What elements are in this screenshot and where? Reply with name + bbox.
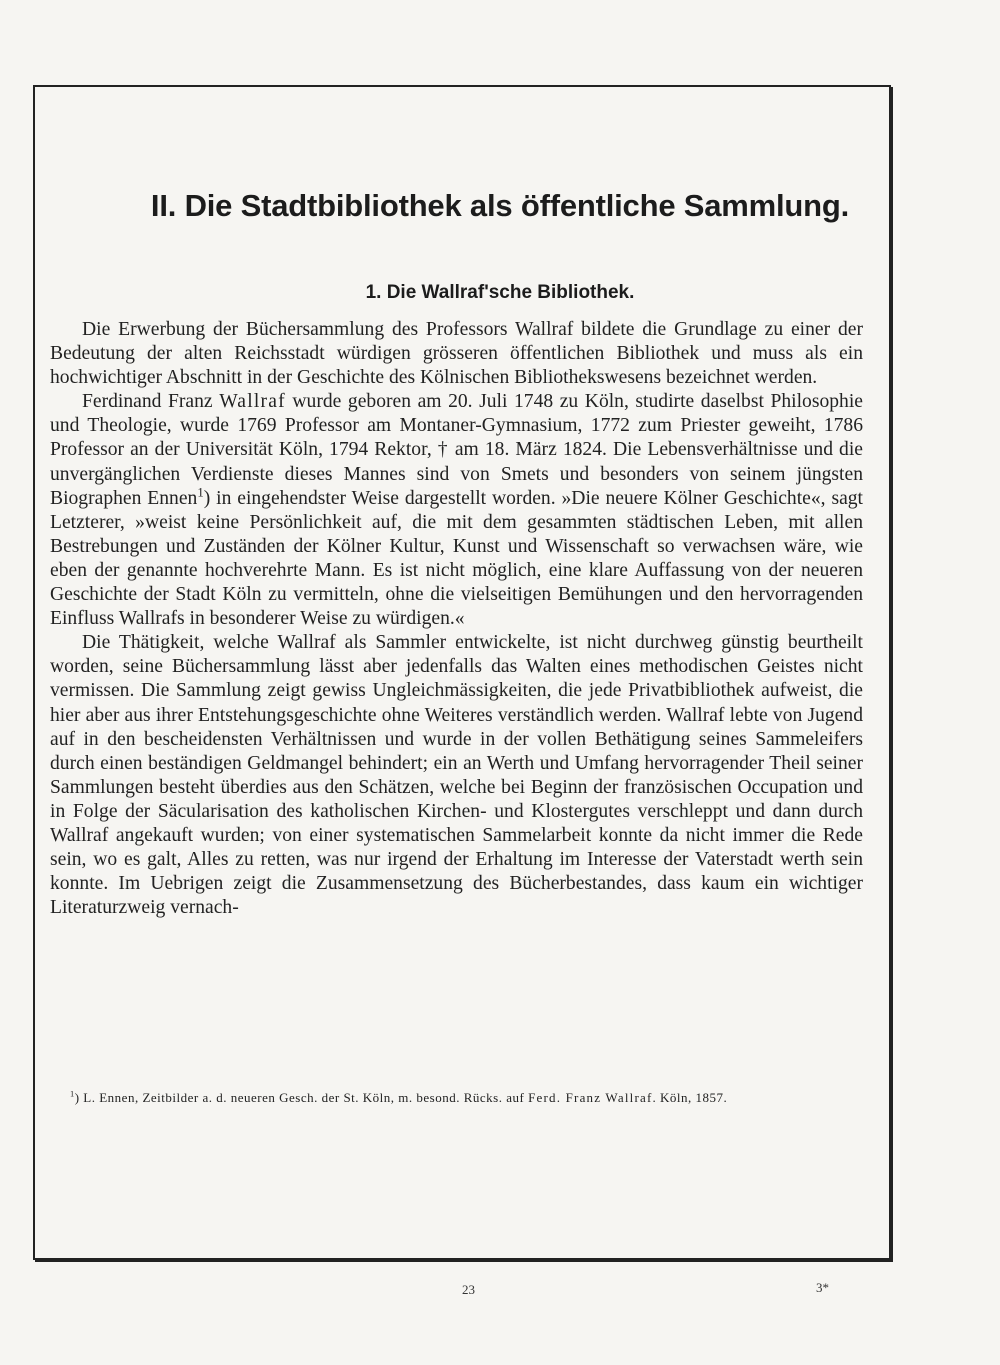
footnote-text: ) L. Ennen, Zeitbilder a. d. neueren Gesch. der St. Köln, m. besond. Rücks. auf [74,1090,529,1105]
footnote-reference[interactable]: 1 [197,485,204,500]
paragraph-2-text-cont: ) in eingehendster Weise dargestellt worden. »Die neuere Kölner Geschichte«, sagt Letzterer, »weist keine Persönlichkeit auf, die mit dem gesammten städtischen Leben, mit allen Bestrebungen und Zuständen der Kölner Kultur, Kunst und Wissenschaft so verwachsen wäre, wie eben der genannte hochverehrte Mann. Es ist nicht möglich, eine klare Auffassung von der neueren Geschichte der Stadt Köln zu vermitteln, ohne die vielseitigen Bemühungen und den hervorragenden Einfluss Wallrafs in besonderer Weise zu würdigen.« [50,487,864,630]
section-title: 1. Die Wallraf'sche Bibliothek. [365,282,635,303]
paragraph-2 [50,390,863,631]
footnote-marker: 1 [70,1088,75,1099]
paragraph-3: Die Thätigkeit, welche Wallraf als Sammler entwickelte, ist nicht durchweg günstig beurtheilt worden, seine Büchersammlung lässt aber jedenfalls das Walten eines methodischen Geistes nicht vermissen. Die Sammlung zeigt gewiss Ungleichmässigkeiten, die jede Privatbibliothek aufweist, die hier aber aus ihrer Entstehungsgeschichte ohne Weiteres verständlich werden. Wallraf lebte von Jugend auf in den bescheidensten Verhältnissen und wurde in der vollen Bethätigung seines Sammeleifers durch einen beständigen Geldmangel behindert; ein an Werth und Umfang hervorragender Theil seiner Sammlungen besteht überdies aus den Schätzen, welche bei Beginn der französischen Occupation und in Folge der Säcularisation des katholischen Kirchen- und Klostergutes verschleppt und dann durch Wallraf angekauft wurden; von einer systematischen Sammelarbeit konnte da nicht immer die Rede sein, wo es galt, Alles zu retten, was nur irgend der Erhaltung im Interesse der Vaterstadt werth sein konnte. Im Uebrigen zeigt die Zusammensetzung des Bücherbestandes, dass kaum ein wichtiger Literaturzweig vernach- [50,632,863,919]
footnote-text-end: . Köln, 1857. [652,1090,728,1105]
footnote [50,1089,863,1107]
person-name: Ferdinand Franz [82,391,213,413]
body-text [50,318,863,920]
footnote-name: Ferd. Franz Wallraf [528,1090,653,1105]
paragraph-1: Die Erwerbung der Büchersammlung des Professors Wallraf bildete die Grundlage zu einer der Bedeutung der alten Reichsstadt würdigen grösseren öffentlichen Bibliothek und muss als ein hochwichtiger Abschnitt in der Geschichte des Kölnischen Bibliothekswesens bezeichnet werden. [50,319,863,389]
paragraph-2-text: wurde geboren am 20. Juli 1748 zu Köln, studirte daselbst Philosophie und Theologie, wurde 1769 Professor am Montaner-Gymnasium, 1772 zum Priester geweiht, 1786 Professor an der Universität Köln, 1794 Rektor, † am 18. März 1824. Die Lebensverhältnisse und die unvergänglichen Verdienste dieses Mannes sind von Smets und besonders von seinem jüngsten Biographen Ennen [50,391,863,509]
chapter-title: II. Die Stadtbibliothek als öffentliche Sammlung. [150,188,850,223]
person-surname: Wallraf [219,391,286,413]
page-number: 23 [462,1282,475,1297]
signature-mark: 3* [816,1280,829,1295]
